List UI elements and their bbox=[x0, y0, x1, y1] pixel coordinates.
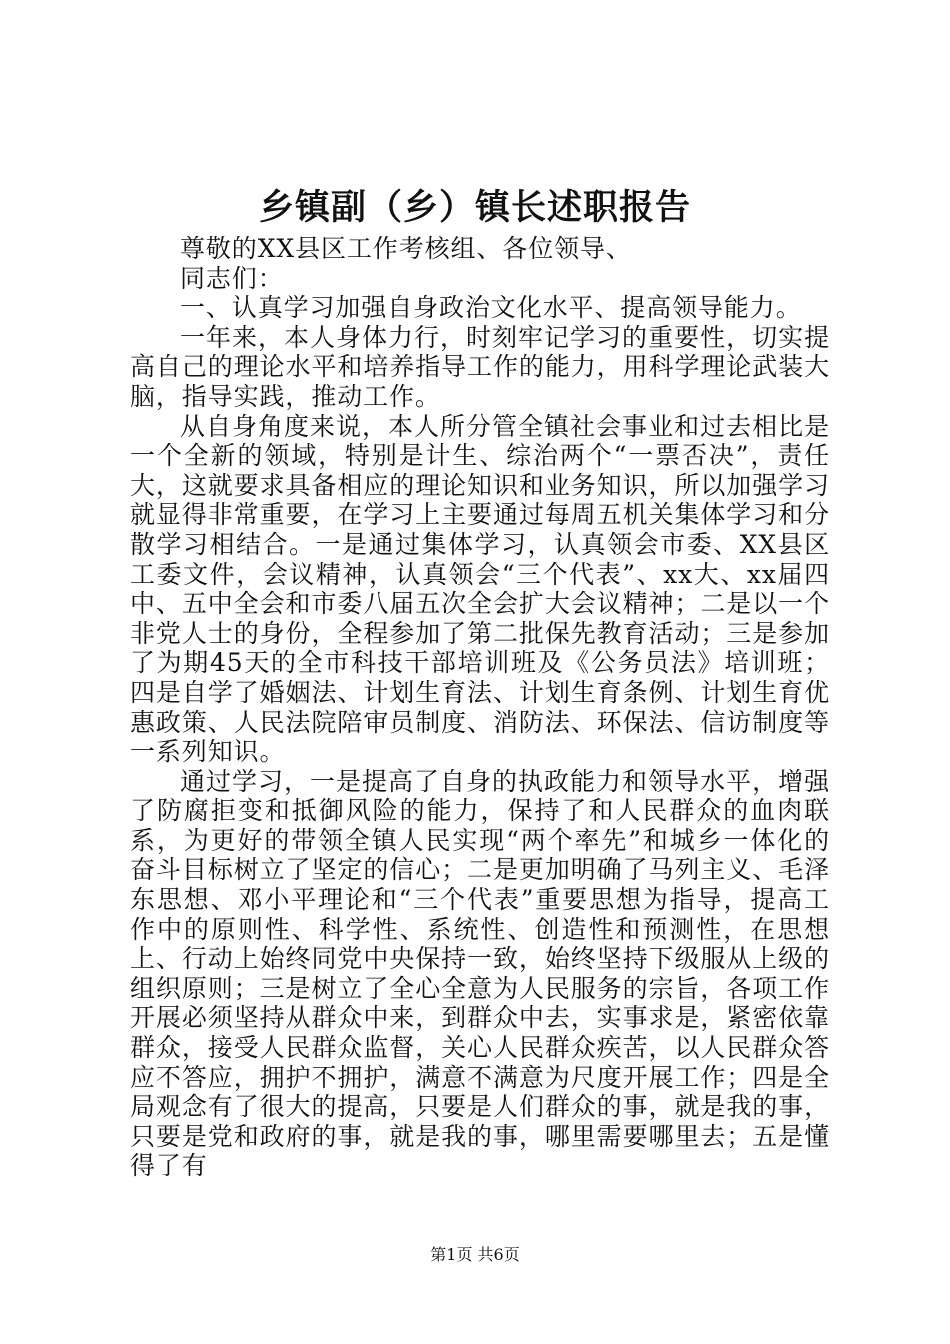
body-paragraph: 从自身角度来说，本人所分管全镇社会事业和过去相比是一个全新的领域，特别是计生、综治两个“一票否决”，责任大，这就要求具备相应的理论知识和业务知识，所以加强学习就显得非常重要，在学习上主要通过每周五机关集体学习和分散学习相结合。一是通过集体学习，认真领会市委、XX县区工委文件，会议精神，认真领会“三个代表”、xx大、xx届四中、五中全会和市委八届五次全会扩大会议精神；二是以一个非党人士的身份，全程参加了第二批保先教育活动；三是参加了为期45天的全市科技干部培训班及《公务员法》培训班；四是自学了婚姻法、计划生育法、计划生育条例、计划生育优惠政策、人民法院陪审员制度、消防法、环保法、信访制度等一系列知识。 bbox=[130, 411, 830, 767]
document-title: 乡镇副（乡）镇长述职报告 bbox=[258, 187, 691, 228]
salutation-line-1: 尊敬的XX县区工作考核组、各位领导、 bbox=[180, 234, 632, 263]
body-paragraph: 通过学习，一是提高了自身的执政能力和领导水平，增强了防腐拒变和抵御风险的能力，保持了和人民群众的血肉联系，为更好的带领全镇人民实现“两个率先”和城乡一体化的奋斗目标树立了坚定的信心；二是更加明确了马列主义、毛泽东思想、邓小平理论和“三个代表”重要思想为指导，提高工作中的原则性、科学性、系统性、创造性和预测性，在思想上、行动上始终同党中央保持一致，始终坚持下级服从上级的组织原则；三是树立了全心全意为人民服务的宗旨，各项工作开展必须坚持从群众中来，到群众中去，实事求是，紧密依靠群众，接受人民群众监督，关心人民群众疾苦，以人民群众答应不答应，拥护不拥护，满意不满意为尺度开展工作；四是全局观念有了很大的提高，只要是人们群众的事，就是我的事，只要是党和政府的事，就是我的事，哪里需要哪里去；五是懂得了有 bbox=[130, 766, 830, 1181]
document-body bbox=[130, 234, 830, 1181]
body-paragraph: 一年来，本人身体力行，时刻牢记学习的重要性，切实提高自己的理论水平和培养指导工作的能力，用科学理论武装大脑，指导实践，推动工作。 bbox=[130, 322, 830, 411]
salutation-line-2: 同志们： bbox=[180, 263, 284, 293]
section-heading-1: 一、认真学习加强自身政治文化水平、提高领导能力。 bbox=[180, 293, 802, 323]
page-footer: 第1页 共6页 bbox=[430, 1245, 520, 1264]
